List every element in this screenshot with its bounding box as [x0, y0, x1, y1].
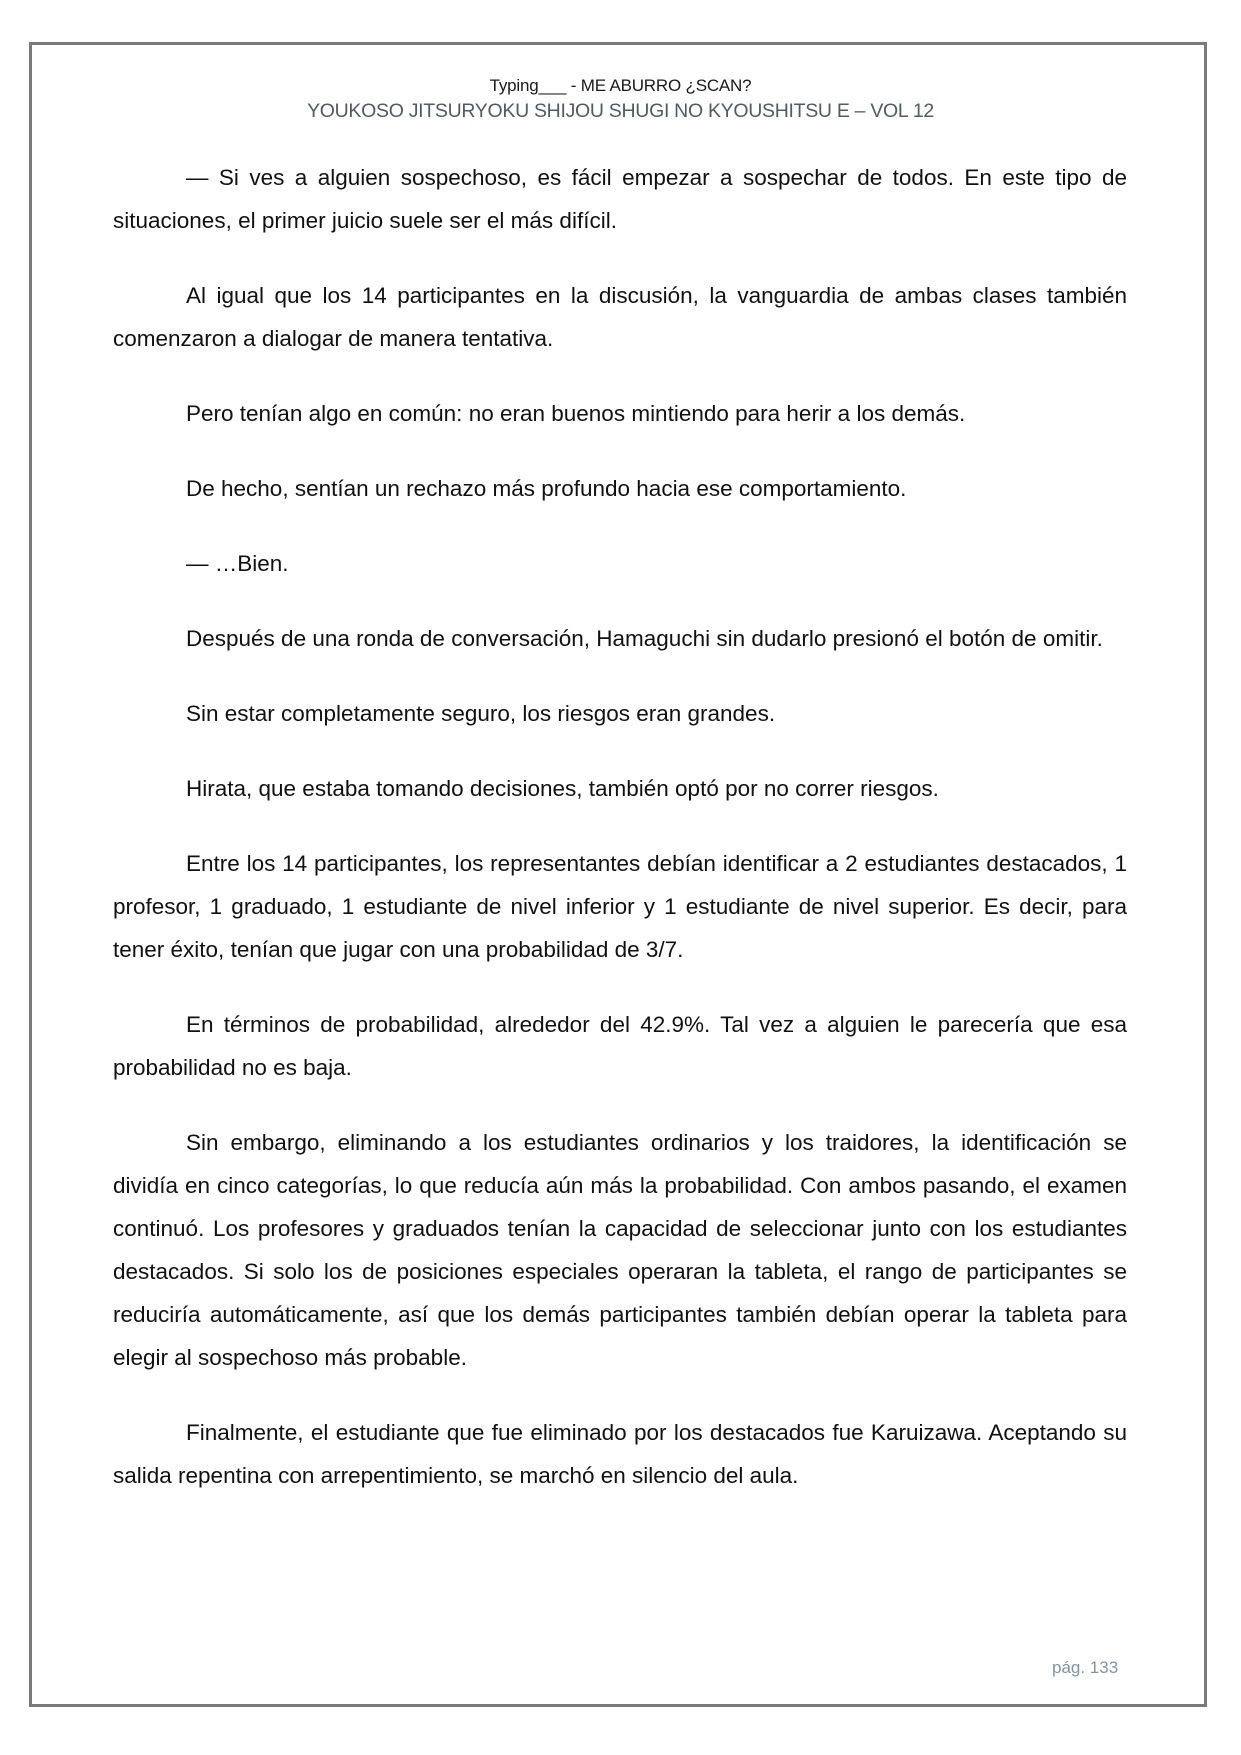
header-credit-line: Typing___ - ME ABURRO ¿SCAN? — [489, 76, 752, 95]
paragraph: Finalmente, el estudiante que fue eliminado por los destacados fue Karuizawa. Aceptando su salida repentina con arrepentimiento, se marchó en silencio del aula. — [113, 1420, 1127, 1488]
page-header — [0, 74, 1241, 124]
paragraph: En términos de probabilidad, alrededor del 42.9%. Tal vez a alguien le parecería que esa probabilidad no es baja. — [113, 1012, 1127, 1080]
paragraph: Hirata, que estaba tomando decisiones, también optó por no correr riesgos. — [186, 776, 939, 801]
paragraph: Después de una ronda de conversación, Hamaguchi sin dudarlo presionó el botón de omitir. — [186, 626, 1103, 651]
paragraph: — Si ves a alguien sospechoso, es fácil empezar a sospechar de todos. En este tipo de situaciones, el primer juicio suele ser el más difícil. — [113, 165, 1127, 233]
paragraph: Pero tenían algo en común: no eran buenos mintiendo para herir a los demás. — [186, 401, 966, 426]
paragraph: Al igual que los 14 participantes en la discusión, la vanguardia de ambas clases también comenzaron a dialogar de manera tentativa. — [113, 283, 1127, 351]
page-number: pág. 133 — [1052, 1658, 1119, 1677]
header-book-title: YOUKOSO JITSURYOKU SHIJOU SHUGI NO KYOUSHITSU E – VOL 12 — [307, 100, 934, 122]
paragraph: Sin estar completamente seguro, los riesgos eran grandes. — [186, 701, 776, 726]
paragraph: — …Bien. — [186, 551, 289, 576]
paragraph: Entre los 14 participantes, los representantes debían identificar a 2 estudiantes destacados, 1 profesor, 1 graduado, 1 estudiante de nivel inferior y 1 estudiante de nivel superior. Es decir, para tener éxito, tenían que jugar con una probabilidad de 3/7. — [113, 851, 1127, 962]
body-text — [113, 156, 1127, 1529]
paragraph: Sin embargo, eliminando a los estudiantes ordinarios y los traidores, la identificación se dividía en cinco categorías, lo que reducía aún más la probabilidad. Con ambos pasando, el examen continuó. Los profesores y graduados tenían la capacidad de seleccionar junto con los estudiantes destacados. Si solo los de posiciones especiales operaran la tableta, el rango de participantes se reduciría automáticamente, así que los demás participantes también debían operar la tableta para elegir al sospechoso más probable. — [113, 1130, 1127, 1370]
paragraph: De hecho, sentían un rechazo más profundo hacia ese comportamiento. — [186, 476, 907, 501]
